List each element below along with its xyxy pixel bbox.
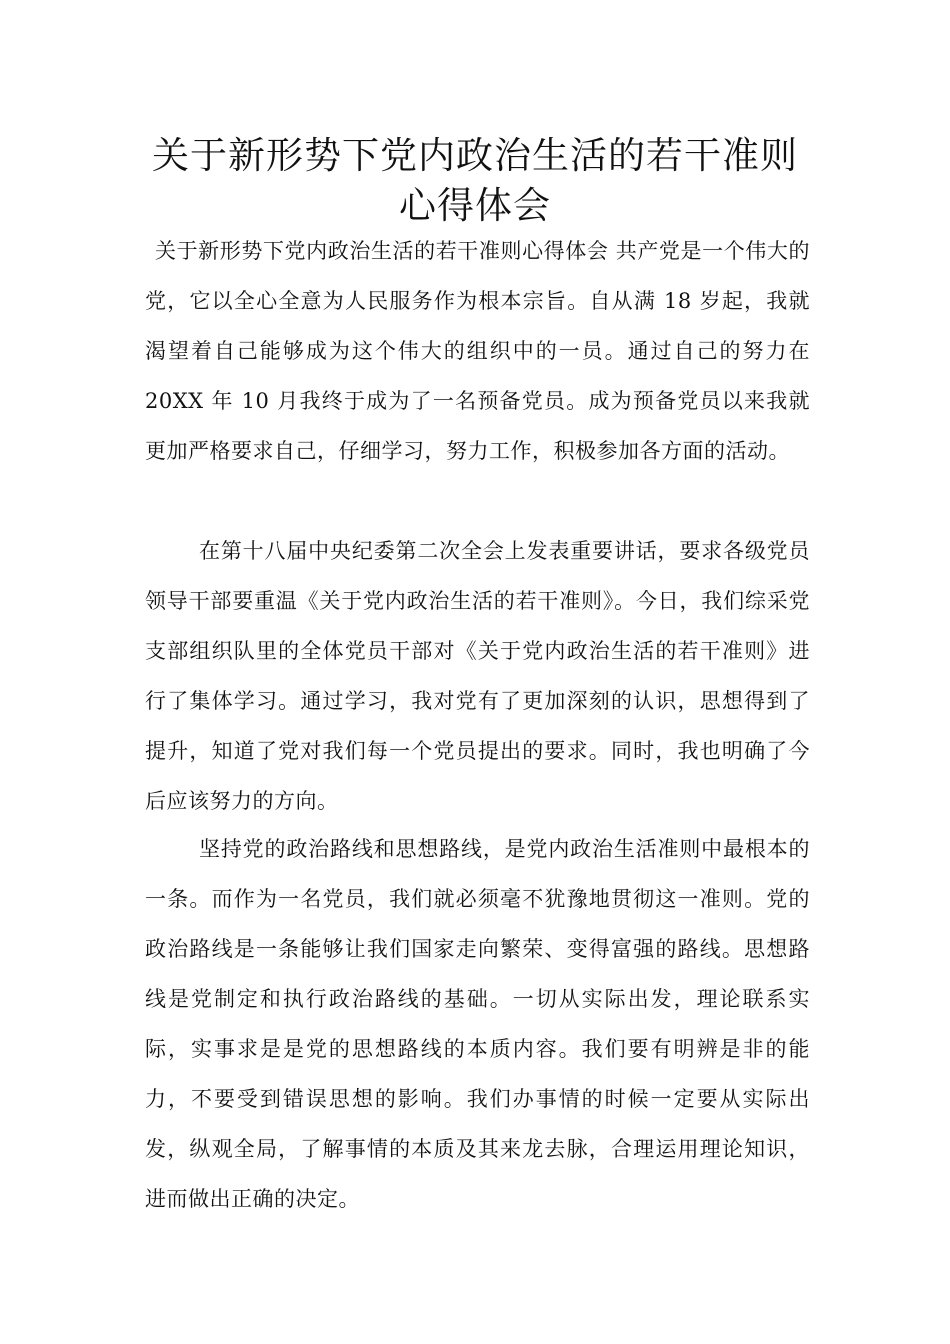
document-body-2 [145, 526, 810, 826]
document-title-line-1: 关于新形势下党内政治生活的若干准则 [152, 134, 798, 177]
document-body-3 [145, 824, 810, 1224]
document-title-line-2: 心得体会 [399, 184, 551, 227]
document-body [145, 226, 810, 476]
paragraph-1: 关于新形势下党内政治生活的若干准则心得体会 共产党是一个伟大的党，它以全心全意为人民服务作为根本宗旨。自从满 18 岁起，我就渴望着自己能够成为这个伟大的组织中的一员。通过自己的努力在 20XX 年 10 月我终于成为了一名预备党员。成为预备党员以来我就更加严格要求自己，仔细学习，努力工作，积极参加各方面的活动。 [145, 239, 810, 463]
paragraph-3: 坚持党的政治路线和思想路线，是党内政治生活准则中最根本的一条。而作为一名党员，我们就必须毫不犹豫地贯彻这一准则。党的政治路线是一条能够让我们国家走向繁荣、变得富强的路线。思想路线是党制定和执行政治路线的基础。一切从实际出发，理论联系实际，实事求是是党的思想路线的本质内容。我们要有明辨是非的能力，不要受到错误思想的影响。我们办事情的时候一定要从实际出发，纵观全局，了解事情的本质及其来龙去脉，合理运用理论知识，进而做出正确的决定。 [145, 837, 810, 1211]
paragraph-2: 在第十八届中央纪委第二次全会上发表重要讲话，要求各级党员领导干部要重温《关于党内政治生活的若干准则》。今日，我们综采党支部组织队里的全体党员干部对《关于党内政治生活的若干准则》进行了集体学习。通过学习，我对党有了更加深刻的认识，思想得到了提升，知道了党对我们每一个党员提出的要求。同时，我也明确了今后应该努力的方向。 [145, 539, 810, 813]
